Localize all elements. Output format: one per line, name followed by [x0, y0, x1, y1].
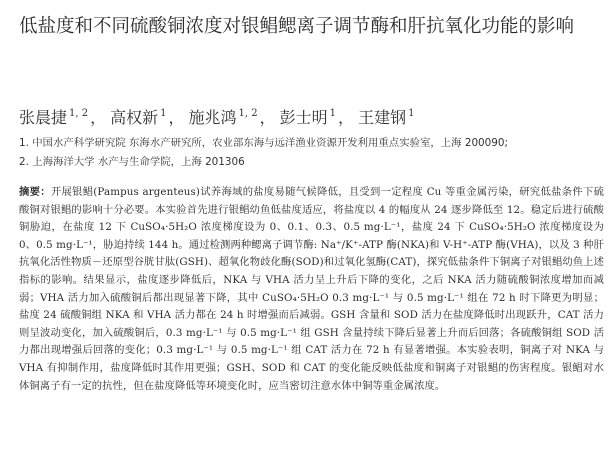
paper-title: 低盐度和不同硫酸铜浓度对银鲳鳃离子调节酶和肝抗氧化功能的影响 [19, 16, 575, 37]
author-affiliation-mark: 1, 2 [69, 108, 89, 119]
author-separator: ， [259, 108, 276, 127]
author-affiliation-mark: 1 [329, 108, 337, 119]
abstract-label: 摘要： [19, 186, 51, 198]
abstract-text: 开展银鲳(Pampus argenteus)试养海域的盐度易随气候降低，且受到一定程度 Cu 等重金属污染，研究低盐条件下硫酸铜对银鲳的影响十分必要。本实验首先进行银鲳幼鱼低盐度适应，将盐度以 4 的幅度从 24 逐步降低至 12。稳定后进行硫酸铜胁迫，在盐度 12 下 CuSO₄·5H₂O 浓度梯度设为 0、0.1、0.3、0.5 mg·L⁻¹，盐度 24 下 CuSO₄·5H₂O 浓度梯度设为 0、0.5 mg·L⁻¹，胁迫持续 144 h。通过检测两种鳃离子调节酶: Na⁺/K⁺-ATP 酶(NKA)和 V-H⁺-ATP 酶(VHA)，以及 3 种肝抗氧化活性物质－还原型谷胱甘肽(GSH)、超氧化物歧化酶(SOD)和过氧化氢酶(CAT)，探究低盐条件下铜离子对银鲳幼鱼上述指标的影响。结果显示，盐度逐步降低后，NKA 与 VHA 活力呈上升后下降的变化，之后 NKA 活力随硫酸铜浓度增加而减弱；VHA 活力加入硫酸铜后都出现显著下降，其中 CuSO₄·5H₂O 0.3 mg·L⁻¹ 与 0.5 mg·L⁻¹ 组在 72 h 时下降更为明显；盐度 24 硫酸铜组 NKA 和 VHA 活力都在 24 h 时增强而后减弱。GSH 含量和 SOD 活力在盐度降低时出现跃升，CAT 活力则呈波动变化，加入硫酸铜后，0.3 mg·L⁻¹ 与 0.5 mg·L⁻¹ 组 GSH 含量持续下降后显著上升而后回落；各硫酸铜组 SOD 活力都出现增强后回落的变化；0.3 mg·L⁻¹ 与 0.5 mg·L⁻¹ 组 CAT 活力在 72 h 有显著增强。本实验表明，铜离子对 NKA 与 VHA 有抑制作用，盐度降低时其作用更强；GSH、SOD 和 CAT 的变化能反映低盐度和铜离子对银鲳的伤害程度。银鲳对水体铜离子有一定的抗性，但在盐度降低等环境变化时，应当密切注意水体中铜等重金属浓度。 [19, 186, 604, 392]
affiliation-2: 2. 上海海洋大学 水产与生命学院，上海 201306 [19, 156, 245, 168]
author-name: 施兆鸿 [188, 108, 237, 127]
author-name: 高权新 [110, 108, 159, 127]
affiliation-1: 1. 中国水产科学研究院 东海水产研究所，农业部东海与远洋渔业资源开发利用重点实验室，上海 200090; [19, 137, 508, 149]
author-separator: ， [168, 108, 185, 127]
author-affiliation-mark: 1, 2 [238, 108, 258, 119]
author-name: 张晨捷 [19, 108, 68, 127]
author-affiliation-mark: 1 [408, 108, 415, 119]
author-separator: ， [338, 108, 355, 127]
author-name: 彭士明 [279, 108, 328, 127]
author-affiliation-mark: 1 [160, 108, 167, 119]
author-separator: ， [90, 108, 107, 127]
author-list [19, 103, 599, 129]
author-name: 王建钢 [358, 108, 407, 127]
abstract-paragraph [19, 184, 604, 395]
